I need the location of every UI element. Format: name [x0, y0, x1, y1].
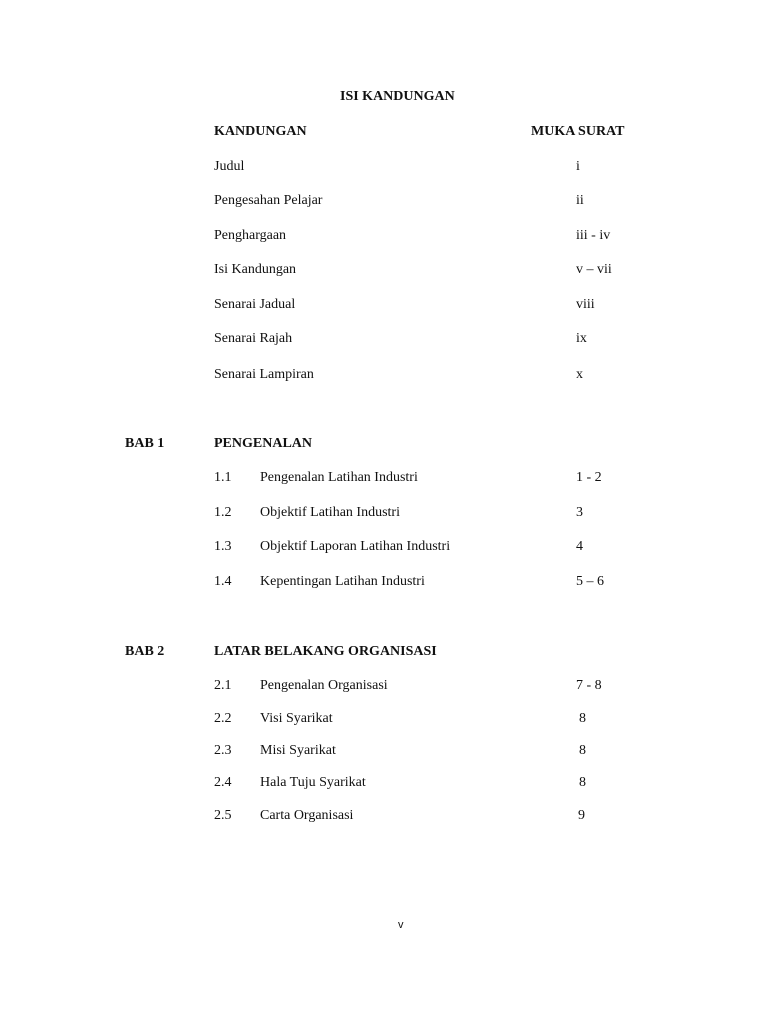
page-title: ISI KANDUNGAN: [340, 89, 455, 104]
section-label: Objektif Latihan Industri: [260, 505, 400, 520]
column-header-page: MUKA SURAT: [531, 124, 625, 139]
toc-entry-page: v – vii: [576, 262, 612, 277]
chapter-title: LATAR BELAKANG ORGANISASI: [214, 644, 437, 659]
section-label: Hala Tuju Syarikat: [260, 775, 366, 790]
section-number: 2.5: [214, 808, 232, 823]
toc-entry-page: ix: [576, 331, 587, 346]
section-label: Misi Syarikat: [260, 743, 336, 758]
toc-entry-label: Senarai Lampiran: [214, 367, 314, 382]
section-page: 1 - 2: [576, 470, 602, 485]
column-header-contents: KANDUNGAN: [214, 124, 307, 139]
section-number: 1.3: [214, 539, 232, 554]
section-label: Carta Organisasi: [260, 808, 354, 823]
section-number: 2.1: [214, 678, 232, 693]
section-page: 5 – 6: [576, 574, 604, 589]
section-label: Objektif Laporan Latihan Industri: [260, 539, 451, 554]
toc-entry-page: viii: [576, 297, 595, 312]
toc-entry-page: x: [576, 367, 583, 382]
section-label: Pengenalan Organisasi: [260, 678, 388, 693]
section-number: 1.1: [214, 470, 232, 485]
section-number: 2.4: [214, 775, 232, 790]
toc-entry-label: Senarai Rajah: [214, 331, 293, 346]
chapter-number: BAB 1: [125, 436, 165, 451]
section-page: 8: [579, 711, 586, 726]
section-page: 8: [579, 743, 586, 758]
section-page: 8: [579, 775, 586, 790]
section-label: Kepentingan Latihan Industri: [260, 574, 425, 589]
toc-entry-label: Senarai Jadual: [214, 297, 296, 312]
section-page: 3: [576, 505, 583, 520]
toc-entry-page: iii - iv: [576, 228, 611, 243]
toc-entry-page: ii: [576, 193, 584, 208]
section-page: 9: [578, 808, 585, 823]
section-number: 2.3: [214, 743, 232, 758]
section-number: 2.2: [214, 711, 232, 726]
toc-entry-label: Penghargaan: [214, 228, 287, 243]
section-number: 1.2: [214, 505, 232, 520]
section-page: 4: [576, 539, 583, 554]
chapter-number: BAB 2: [125, 644, 165, 659]
chapter-title: PENGENALAN: [214, 436, 313, 451]
section-label: Visi Syarikat: [260, 711, 333, 726]
toc-entry-label: Isi Kandungan: [214, 262, 297, 277]
section-label: Pengenalan Latihan Industri: [260, 470, 418, 485]
section-page: 7 - 8: [576, 678, 602, 693]
toc-entry-label: Judul: [214, 159, 245, 174]
toc-entry-label: Pengesahan Pelajar: [214, 193, 323, 208]
page-number: v: [398, 919, 404, 931]
section-number: 1.4: [214, 574, 232, 589]
toc-entry-page: i: [576, 159, 580, 174]
